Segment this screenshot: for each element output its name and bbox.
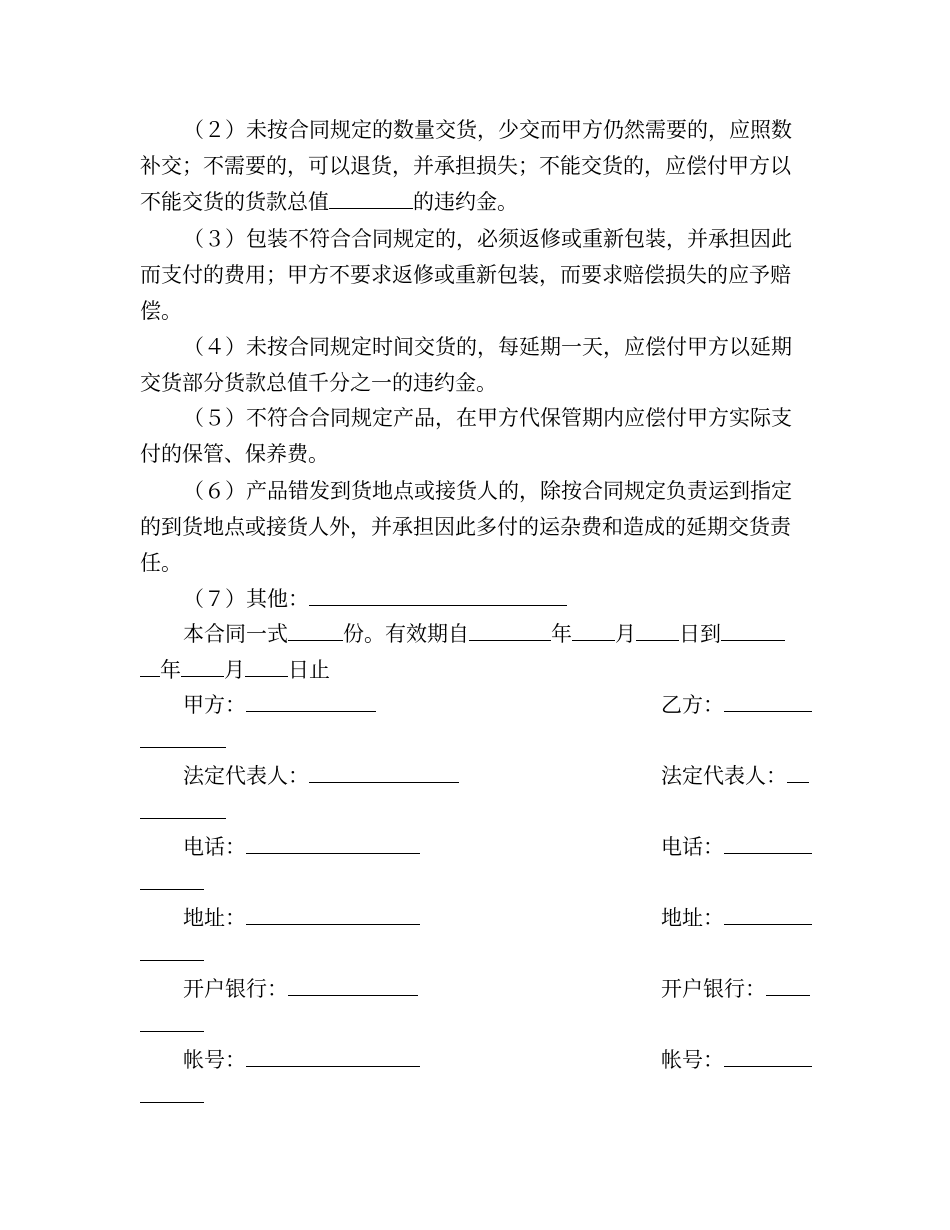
address-b-label: 地址： [661, 906, 724, 930]
phone-b-continuation [140, 865, 204, 901]
clause-3-line-3: 偿。 [140, 299, 182, 323]
legal-rep-b [661, 758, 809, 794]
phone-b-blank[interactable] [724, 831, 812, 854]
party-b-label: 乙方： [661, 693, 724, 717]
year-label: 年 [551, 622, 572, 646]
address-b-blank-cont[interactable] [140, 938, 204, 961]
legal-rep-b-blank-cont[interactable] [140, 796, 226, 819]
legal-rep-a-blank[interactable] [309, 760, 459, 783]
day-end-label: 日止 [288, 658, 330, 682]
bank-a-blank[interactable] [288, 973, 418, 996]
clause-4-line-1: （４）未按合同规定时间交货的，每延期一天，应偿付甲方以延期 [183, 335, 792, 359]
address-b-continuation [140, 936, 204, 972]
clause-4-line-2: 交货部分货款总值千分之一的违约金。 [140, 371, 497, 395]
bank-a-label: 开户银行： [183, 977, 288, 1001]
validity-line-2 [140, 652, 812, 688]
account-b-blank-cont[interactable] [140, 1080, 204, 1103]
end-month-blank[interactable] [181, 654, 224, 677]
copies-blank[interactable] [288, 618, 343, 641]
account-b-label: 帐号： [661, 1048, 724, 1072]
party-b-blank-cont[interactable] [140, 725, 226, 748]
party-b [661, 687, 812, 723]
clause-2-line-1: （２）未按合同规定的数量交货，少交而甲方仍然需要的，应照数 [183, 118, 792, 142]
clause-5 [140, 400, 812, 472]
year2-label: 年 [160, 658, 181, 682]
bank-b-blank-cont[interactable] [140, 1009, 204, 1032]
clause-7-line [140, 581, 812, 617]
account-b [661, 1042, 812, 1078]
signature-row-address [140, 900, 812, 972]
end-year-blank-part2[interactable] [140, 654, 160, 677]
signature-row-legal-rep [140, 758, 812, 830]
legal-rep-b-blank[interactable] [787, 760, 809, 783]
day-to-label: 日到 [679, 622, 721, 646]
bank-b [661, 971, 810, 1007]
party-a [183, 687, 376, 723]
clause-3-line-1: （３）包装不符合合同规定的，必须返修或重新包装，并承担因此 [183, 227, 792, 251]
start-month-blank[interactable] [572, 618, 615, 641]
clause-3 [140, 221, 812, 329]
validity-line-1 [140, 616, 812, 652]
party-a-label: 甲方： [183, 693, 246, 717]
clause-3-line-2: 而支付的费用；甲方不要求返修或重新包装，而要求赔偿损失的应予赔 [140, 263, 791, 287]
address-b-blank[interactable] [724, 902, 812, 925]
account-a-label: 帐号： [183, 1048, 246, 1072]
party-b-continuation [140, 723, 226, 759]
clause-6-line-3: 任。 [140, 551, 182, 575]
copies-post: 份。有效期自 [343, 622, 469, 646]
clause-5-line-2: 付的保管、保养费。 [140, 442, 329, 466]
clause-4 [140, 329, 812, 401]
end-day-blank[interactable] [245, 654, 288, 677]
account-b-blank[interactable] [724, 1044, 812, 1067]
account-a-blank[interactable] [246, 1044, 420, 1067]
signature-row-bank [140, 971, 812, 1043]
month-label: 月 [615, 622, 636, 646]
address-a [183, 900, 420, 936]
clause-6-line-2: 的到货地点或接货人外，并承担因此多付的运杂费和造成的延期交货责 [140, 515, 791, 539]
signature-row-phone [140, 829, 812, 901]
clause-2 [140, 112, 812, 220]
phone-b [661, 829, 812, 865]
penalty-blank[interactable] [329, 186, 413, 209]
clause-7-label: （７）其他： [183, 587, 309, 611]
clause-7 [140, 581, 812, 617]
legal-rep-b-label: 法定代表人： [661, 764, 787, 788]
clause-6 [140, 473, 812, 581]
clause-2-line-2: 补交；不需要的，可以退货，并承担损失；不能交货的，应偿付甲方以 [140, 154, 791, 178]
clause-2-line-3 [140, 184, 812, 220]
phone-a [183, 829, 420, 865]
signature-row-party [140, 687, 812, 759]
legal-rep-a-label: 法定代表人： [183, 764, 309, 788]
phone-b-label: 电话： [661, 835, 724, 859]
party-a-blank[interactable] [246, 689, 376, 712]
start-year-blank[interactable] [469, 618, 551, 641]
account-b-continuation [140, 1078, 204, 1114]
clause-2-line-3-pre: 不能交货的货款总值 [140, 190, 329, 214]
address-a-label: 地址： [183, 906, 246, 930]
bank-b-continuation [140, 1007, 204, 1043]
party-b-blank[interactable] [724, 689, 812, 712]
account-a [183, 1042, 420, 1078]
address-b [661, 900, 812, 936]
phone-a-blank[interactable] [246, 831, 420, 854]
address-a-blank[interactable] [246, 902, 420, 925]
bank-b-blank[interactable] [766, 973, 810, 996]
legal-rep-a [183, 758, 459, 794]
clause-5-line-1: （５）不符合合同规定产品，在甲方代保管期内应偿付甲方实际支 [183, 406, 792, 430]
legal-rep-b-continuation [140, 794, 226, 830]
bank-b-label: 开户银行： [661, 977, 766, 1001]
bank-a [183, 971, 418, 1007]
clause-6-line-1: （６）产品错发到货地点或接货人的，除按合同规定负责运到指定 [183, 479, 792, 503]
month2-label: 月 [224, 658, 245, 682]
start-day-blank[interactable] [636, 618, 679, 641]
other-terms-blank[interactable] [309, 583, 567, 606]
clause-2-line-3-post: 的违约金。 [413, 190, 518, 214]
end-year-blank-part1[interactable] [721, 618, 785, 641]
validity-clause [140, 616, 812, 688]
copies-pre: 本合同一式 [183, 622, 288, 646]
phone-a-label: 电话： [183, 835, 246, 859]
phone-b-blank-cont[interactable] [140, 867, 204, 890]
signature-row-account [140, 1042, 812, 1114]
